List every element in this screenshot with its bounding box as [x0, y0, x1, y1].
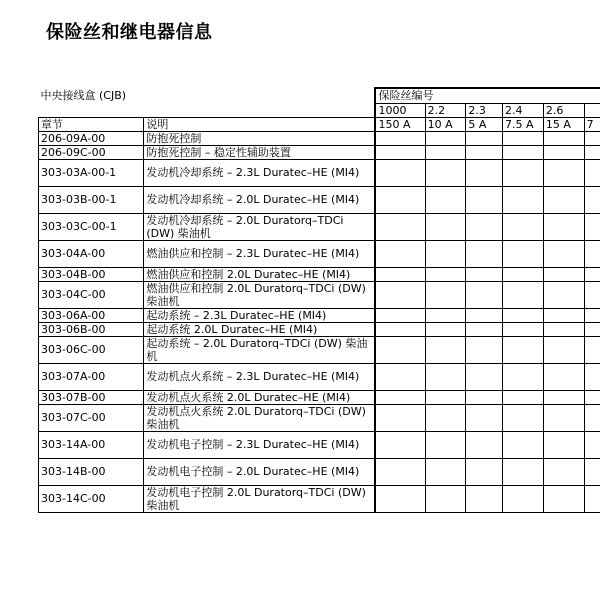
section-code: 206-09C-00	[39, 145, 144, 159]
fuse-cell	[425, 213, 466, 240]
fuse-cell	[503, 186, 544, 213]
fuse-cell	[466, 186, 503, 213]
table-row	[39, 322, 600, 336]
fuse-cell	[375, 390, 425, 404]
fuse-cell	[584, 485, 600, 512]
table-row	[39, 131, 600, 145]
fuse-cell	[425, 267, 466, 281]
description: 起动系统 – 2.0L Duratorq–TDCi (DW) 柴油机	[144, 336, 376, 363]
fuse-cell	[543, 267, 584, 281]
fuse-rating: 5 A	[466, 117, 503, 131]
fuse-rating: 10 A	[425, 117, 466, 131]
fuse-cell	[425, 485, 466, 512]
fuse-cell	[584, 186, 600, 213]
fuse-cell	[425, 159, 466, 186]
description: 发动机冷却系统 – 2.0L Duratec–HE (MI4)	[144, 186, 376, 213]
fuse-cell	[425, 281, 466, 308]
fuse-cell	[503, 213, 544, 240]
table-row	[39, 159, 600, 186]
page-title: 保险丝和继电器信息	[46, 22, 213, 43]
fuse-cell	[375, 363, 425, 390]
fuse-cell	[543, 308, 584, 322]
fuse-cell	[466, 159, 503, 186]
section-code: 206-09A-00	[39, 131, 144, 145]
table-row	[39, 145, 600, 159]
fuse-cell	[503, 159, 544, 186]
fuse-cell	[375, 431, 425, 458]
fuse-cell	[466, 267, 503, 281]
section-code: 303-03A-00-1	[39, 159, 144, 186]
fuse-cell	[503, 281, 544, 308]
description: 起动系统 2.0L Duratec–HE (MI4)	[144, 322, 376, 336]
fuse-cell	[584, 363, 600, 390]
fuse-cell	[543, 281, 584, 308]
fuse-cell	[543, 390, 584, 404]
fuse-cell	[503, 431, 544, 458]
fuse-cell	[584, 404, 600, 431]
description: 燃油供应和控制 2.0L Duratec–HE (MI4)	[144, 267, 376, 281]
fuse-cell	[425, 308, 466, 322]
fuse-cell	[584, 159, 600, 186]
fuse-cell	[543, 186, 584, 213]
fuse-cell	[543, 404, 584, 431]
fuse-cell	[375, 145, 425, 159]
fuse-cell	[543, 431, 584, 458]
fuse-cell	[425, 131, 466, 145]
fuse-cell	[543, 336, 584, 363]
column-header-section: 章节	[39, 117, 144, 131]
fuse-cell	[584, 145, 600, 159]
fuse-cell	[543, 322, 584, 336]
fuse-cell	[375, 458, 425, 485]
fuse-cell	[466, 431, 503, 458]
fuse-cell	[584, 431, 600, 458]
section-code: 303-07C-00	[39, 404, 144, 431]
fuse-rating: 7	[584, 117, 600, 131]
table-row	[39, 390, 600, 404]
fuse-cell	[466, 281, 503, 308]
fuse-cell	[503, 336, 544, 363]
fuse-number-header: 保险丝编号	[375, 88, 600, 103]
fuse-cell	[466, 145, 503, 159]
section-code: 303-03C-00-1	[39, 213, 144, 240]
description: 发动机冷却系统 – 2.3L Duratec–HE (MI4)	[144, 159, 376, 186]
fuse-cell	[584, 213, 600, 240]
fuse-cell	[425, 145, 466, 159]
fuse-cell	[543, 145, 584, 159]
fuse-cell	[503, 363, 544, 390]
fuse-cell	[543, 131, 584, 145]
section-code: 303-06C-00	[39, 336, 144, 363]
fuse-relay-table	[38, 87, 600, 513]
table-row	[39, 281, 600, 308]
fuse-cell	[466, 240, 503, 267]
fuse-cell	[466, 390, 503, 404]
fuse-cell	[375, 267, 425, 281]
table-row	[39, 431, 600, 458]
fuse-cell	[466, 213, 503, 240]
description: 防抱死控制 – 稳定性辅助装置	[144, 145, 376, 159]
table-row	[39, 363, 600, 390]
fuse-cell	[375, 404, 425, 431]
fuse-cell	[425, 404, 466, 431]
fuse-number: 2.2	[425, 103, 466, 117]
fuse-cell	[425, 322, 466, 336]
table-row	[39, 267, 600, 281]
fuse-cell	[375, 322, 425, 336]
fuse-cell	[584, 131, 600, 145]
fuse-cell	[425, 240, 466, 267]
fuse-cell	[425, 336, 466, 363]
section-code: 303-07B-00	[39, 390, 144, 404]
fuse-cell	[375, 240, 425, 267]
fuse-cell	[425, 186, 466, 213]
section-code: 303-04B-00	[39, 267, 144, 281]
fuse-cell	[466, 458, 503, 485]
section-code: 303-14A-00	[39, 431, 144, 458]
description: 发动机点火系统 2.0L Duratorq–TDCi (DW) 柴油机	[144, 404, 376, 431]
fuse-cell	[543, 159, 584, 186]
section-code: 303-04A-00	[39, 240, 144, 267]
fuse-cell	[425, 431, 466, 458]
fuse-cell	[503, 322, 544, 336]
fuse-cell	[375, 159, 425, 186]
fuse-cell	[466, 336, 503, 363]
fuse-number: 1000	[375, 103, 425, 117]
section-code: 303-07A-00	[39, 363, 144, 390]
table-row	[39, 458, 600, 485]
fuse-cell	[584, 281, 600, 308]
fuse-cell	[503, 240, 544, 267]
fuse-number: 2.4	[503, 103, 544, 117]
fuse-cell	[425, 458, 466, 485]
fuse-cell	[375, 336, 425, 363]
fuse-cell	[375, 308, 425, 322]
fuse-cell	[543, 240, 584, 267]
table-row	[39, 186, 600, 213]
fuse-cell	[375, 186, 425, 213]
fuse-number	[584, 103, 600, 117]
column-header-description: 说明	[144, 117, 376, 131]
fuse-cell	[584, 240, 600, 267]
fuse-cell	[503, 485, 544, 512]
fuse-cell	[503, 145, 544, 159]
fuse-cell	[425, 363, 466, 390]
fuse-number: 2.3	[466, 103, 503, 117]
description: 发动机电子控制 – 2.3L Duratec–HE (MI4)	[144, 431, 376, 458]
fuse-cell	[375, 281, 425, 308]
fuse-cell	[503, 308, 544, 322]
fuse-number: 2.6	[543, 103, 584, 117]
section-code: 303-03B-00-1	[39, 186, 144, 213]
fuse-rating: 15 A	[543, 117, 584, 131]
fuse-cell	[466, 131, 503, 145]
fuse-cell	[584, 308, 600, 322]
description: 发动机点火系统 2.0L Duratec–HE (MI4)	[144, 390, 376, 404]
description: 防抱死控制	[144, 131, 376, 145]
description: 发动机电子控制 2.0L Duratorq–TDCi (DW) 柴油机	[144, 485, 376, 512]
fuse-cell	[466, 308, 503, 322]
section-code: 303-06A-00	[39, 308, 144, 322]
table-row	[39, 308, 600, 322]
fuse-cell	[584, 322, 600, 336]
fuse-cell	[543, 485, 584, 512]
fuse-cell	[584, 458, 600, 485]
fuse-cell	[503, 131, 544, 145]
fuse-rating: 7.5 A	[503, 117, 544, 131]
fuse-cell	[503, 404, 544, 431]
table-row	[39, 240, 600, 267]
fuse-cell	[503, 390, 544, 404]
table-row	[39, 336, 600, 363]
description: 起动系统 – 2.3L Duratec–HE (MI4)	[144, 308, 376, 322]
fuse-rating: 150 A	[375, 117, 425, 131]
fuse-cell	[466, 363, 503, 390]
description: 燃油供应和控制 – 2.3L Duratec–HE (MI4)	[144, 240, 376, 267]
fuse-cell	[543, 458, 584, 485]
table-row	[39, 404, 600, 431]
description: 发动机电子控制 – 2.0L Duratec–HE (MI4)	[144, 458, 376, 485]
table-row	[39, 485, 600, 512]
fuse-cell	[503, 458, 544, 485]
fuse-cell	[425, 390, 466, 404]
cjb-label: 中央接线盒 (CJB)	[40, 89, 127, 102]
fuse-cell	[466, 485, 503, 512]
fuse-cell	[584, 336, 600, 363]
fuse-cell	[375, 213, 425, 240]
section-code: 303-14B-00	[39, 458, 144, 485]
fuse-cell	[543, 213, 584, 240]
table-row	[39, 213, 600, 240]
section-code: 303-04C-00	[39, 281, 144, 308]
description: 发动机冷却系统 – 2.0L Duratorq–TDCi (DW) 柴油机	[144, 213, 376, 240]
fuse-cell	[584, 390, 600, 404]
section-code: 303-14C-00	[39, 485, 144, 512]
fuse-cell	[375, 485, 425, 512]
fuse-cell	[375, 131, 425, 145]
description: 发动机点火系统 – 2.3L Duratec–HE (MI4)	[144, 363, 376, 390]
description: 燃油供应和控制 2.0L Duratorq–TDCi (DW) 柴油机	[144, 281, 376, 308]
fuse-cell	[543, 363, 584, 390]
section-code: 303-06B-00	[39, 322, 144, 336]
fuse-cell	[503, 267, 544, 281]
fuse-cell	[466, 404, 503, 431]
fuse-cell	[584, 267, 600, 281]
fuse-cell	[466, 322, 503, 336]
